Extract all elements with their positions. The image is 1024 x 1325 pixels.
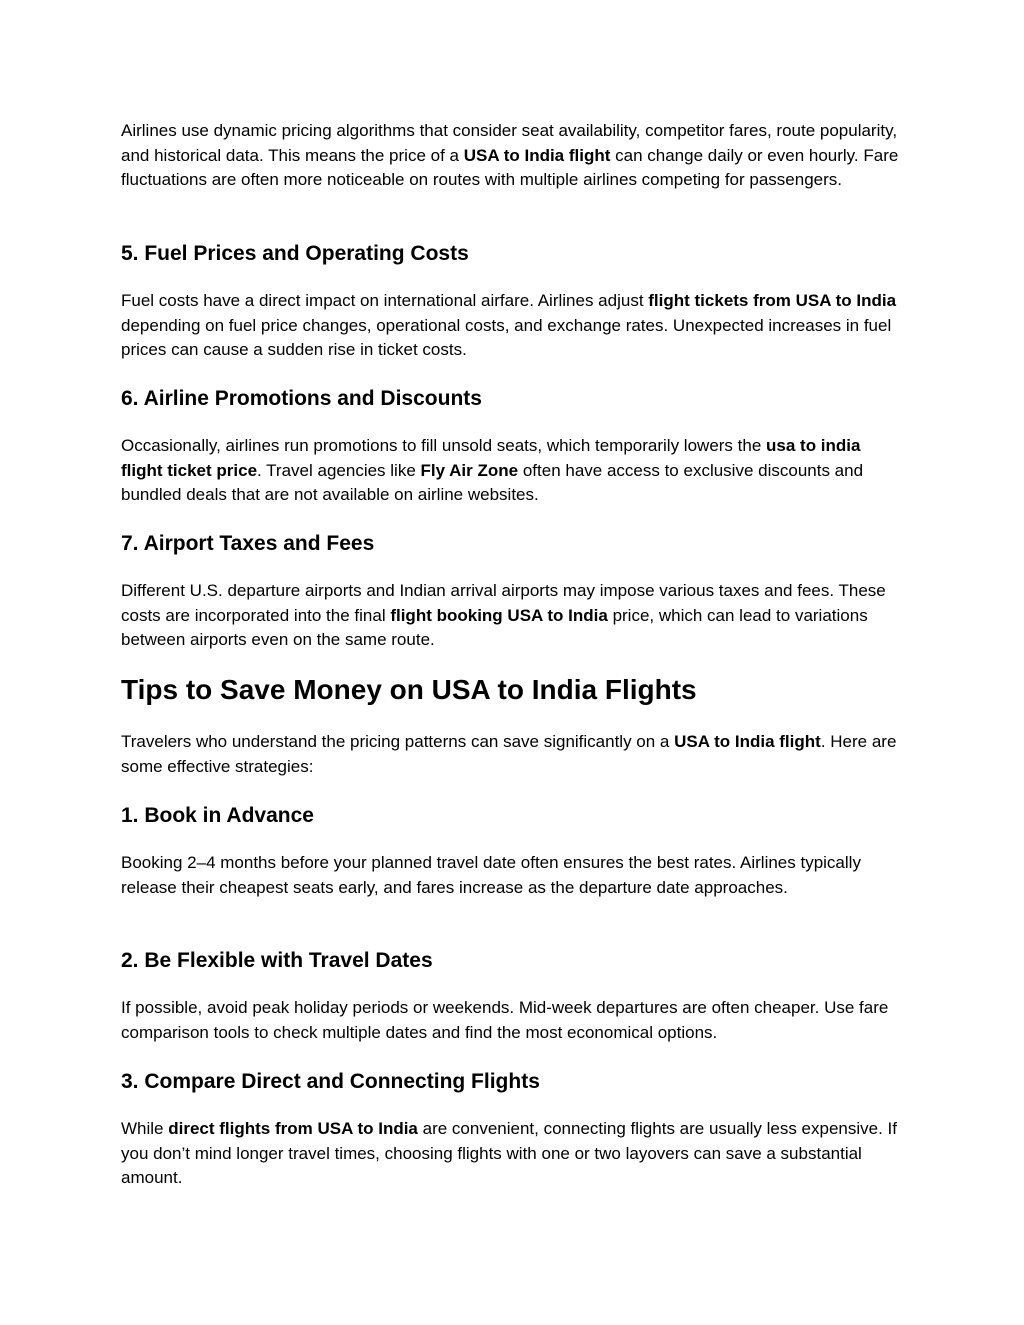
tips-intro-paragraph	[121, 730, 906, 779]
text-run: While	[121, 1119, 169, 1138]
section-5-paragraph	[121, 289, 906, 363]
bold-keyword: USA to India flight	[463, 145, 611, 165]
bold-brand-name: Fly Air Zone	[420, 460, 519, 480]
tip-3-heading: 3. Compare Direct and Connecting Flights	[121, 1070, 540, 1093]
tip-3-paragraph	[121, 1117, 906, 1191]
section-7-heading: 7. Airport Taxes and Fees	[121, 532, 375, 555]
text-run: . Travel agencies like	[257, 460, 421, 480]
text-run: can change daily or even hourly. Fare fluctuations are often more noticeable on routes with multiple airlines competing for passengers.	[121, 145, 899, 189]
text-run: Fuel costs have a direct impact on international airfare. Airlines adjust	[121, 291, 649, 310]
tip-1-heading: 1. Book in Advance	[121, 804, 314, 827]
bold-keyword: usa to india flight ticket price	[121, 436, 861, 480]
bold-keyword: direct flights from USA to India	[168, 1119, 418, 1138]
text-run: . Here are some effective strategies:	[121, 732, 897, 776]
intro-paragraph	[121, 119, 906, 193]
text-run: Airlines use dynamic pricing algorithms that consider seat availability, competitor fares, route popularity, and historical data. This means the price of a	[121, 121, 898, 165]
section-7-paragraph	[121, 579, 906, 653]
section-5-heading: 5. Fuel Prices and Operating Costs	[121, 242, 469, 265]
text-run: Different U.S. departure airports and Indian arrival airports may impose various taxes and fees. These costs are incorporated into the final	[121, 581, 886, 625]
tips-heading: Tips to Save Money on USA to India Flights	[121, 674, 697, 705]
text-run: Travelers who understand the pricing patterns can save significantly on a	[121, 732, 675, 751]
bold-keyword: flight tickets from USA to India	[648, 291, 897, 310]
tip-1-paragraph: Booking 2–4 months before your planned travel date often ensures the best rates. Airlines typically release their cheapest seats early, and fares increase as the departure date approaches.	[121, 853, 861, 897]
section-6-paragraph	[121, 434, 906, 508]
text-run: are convenient, connecting flights are usually less expensive. If you don’t mind longer travel times, choosing flights with one or two layovers can save a substantial amount.	[121, 1119, 897, 1187]
text-run: price, which can lead to variations between airports even on the same route.	[121, 605, 868, 649]
text-run: depending on fuel price changes, operational costs, and exchange rates. Unexpected increases in fuel prices can cause a sudden rise in ticket costs.	[121, 315, 892, 359]
text-run: Occasionally, airlines run promotions to fill unsold seats, which temporarily lowers the	[121, 436, 767, 455]
tip-2-paragraph: If possible, avoid peak holiday periods or weekends. Mid-week departures are often cheaper. Use fare comparison tools to check multiple dates and find the most economical options.	[121, 998, 889, 1042]
text-run: often have access to exclusive discounts and bundled deals that are not available on airline websites.	[121, 460, 864, 504]
tip-2-heading: 2. Be Flexible with Travel Dates	[121, 949, 433, 972]
section-6-heading: 6. Airline Promotions and Discounts	[121, 387, 482, 410]
bold-keyword: USA to India flight	[674, 732, 821, 751]
bold-keyword: flight booking USA to India	[390, 605, 608, 625]
